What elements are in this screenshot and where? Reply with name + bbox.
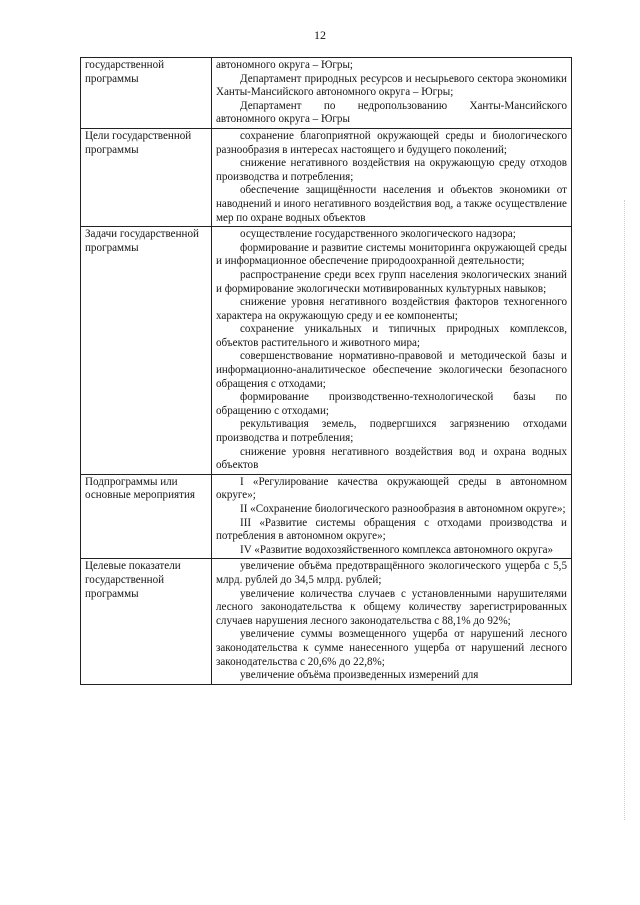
- content-paragraph: снижение уровня негативного воздействия вод и охрана водных объектов: [216, 445, 567, 472]
- program-passport-table: [80, 57, 572, 685]
- content-paragraph: совершенствование нормативно-правовой и методической базы и информационно-аналитическое обеспечение экологически безопасного обращения с отходами;: [216, 350, 567, 390]
- content-paragraph: формирование производственно-технологической базы по обращению с отходами;: [216, 391, 567, 417]
- row-content: [212, 474, 572, 559]
- content-paragraph: снижение негативного воздействия на окружающую среду отходов производства и потребления;: [216, 157, 567, 183]
- table-row: [81, 474, 572, 559]
- page-number: 12: [314, 28, 326, 42]
- content-paragraph: I «Регулирование качества окружающей среды в автономном округе»;: [216, 475, 567, 502]
- row-label: Цели государственной программы: [81, 128, 212, 226]
- content-paragraph: снижение уровня негативного воздействия факторов техногенного характера на окружающую среду и ее компоненты;: [216, 296, 567, 322]
- content-paragraph: Департамент по недропользованию Ханты-Мансийского автономного округа – Югры: [216, 99, 567, 126]
- content-paragraph: осуществление государственного экологического надзора;: [240, 228, 516, 241]
- row-content: [212, 58, 572, 129]
- content-paragraph: III «Развитие системы обращения с отходами производства и потребления в автономном округе»;: [216, 516, 567, 543]
- row-label: Целевые показатели государственной программы: [81, 559, 212, 684]
- content-paragraph: увеличение количества случаев с установленными нарушителями лесного законодательства к общему количеству зарегистрированных случаев нарушения лесного законодательства с 88,1% до 92%;: [216, 587, 567, 627]
- content-paragraph: сохранение уникальных и типичных природных комплексов, объектов растительного и животного мира;: [216, 323, 567, 349]
- table-row: [81, 128, 572, 226]
- table-row: [81, 58, 572, 129]
- content-paragraph: формирование и развитие системы мониторинга окружающей среды и информационное обеспечение природоохранной деятельности;: [216, 241, 567, 268]
- scan-edge-mark: [624, 200, 626, 820]
- table-body: [81, 58, 572, 685]
- row-content: [212, 227, 572, 475]
- content-paragraph: автономного округа – Югры;: [216, 59, 353, 71]
- row-label: Задачи государственной программы: [81, 227, 212, 475]
- content-paragraph: увеличение суммы возмещенного ущерба от нарушений лесного законодательства к сумме нанесенного ущерба от нарушений лесного законодательства с 20,6% до 22,8%;: [216, 628, 567, 668]
- content-paragraph: обеспечение защищённости населения и объектов экономики от наводнений и иного негативного воздействия вод, а также осуществление мер по охране водных объектов: [216, 184, 567, 224]
- content-paragraph: увеличение объёма предотвращённого экологического ущерба с 5,5 млрд. рублей до 34,5 млрд. рублей;: [216, 560, 567, 586]
- content-paragraph: распространение среди всех групп населения экологических знаний и формирование экологически мотивированных культурных навыков;: [216, 268, 567, 295]
- content-paragraph: II «Сохранение биологического разнообразия в автономном округе»;: [240, 503, 566, 515]
- row-label: Подпрограммы или основные мероприятия: [81, 474, 212, 559]
- content-paragraph: увеличение объёма произведенных измерений для: [240, 669, 479, 682]
- content-paragraph: сохранение благоприятной окружающей среды и биологического разнообразия в интересах настоящего и будущего поколений;: [216, 129, 567, 156]
- table-row: [81, 227, 572, 475]
- row-content: [212, 128, 572, 226]
- row-label: государственной программы: [81, 58, 212, 129]
- table-row: [81, 559, 572, 684]
- content-paragraph: Департамент природных ресурсов и несырьевого сектора экономики Ханты-Мансийского автономного округа – Югры;: [216, 72, 567, 99]
- content-paragraph: IV «Развитие водохозяйственного комплекса автономного округа»: [240, 543, 554, 556]
- row-content: [212, 559, 572, 684]
- content-paragraph: рекультивация земель, подвергшихся загрязнению отходами производства и потребления;: [216, 418, 567, 445]
